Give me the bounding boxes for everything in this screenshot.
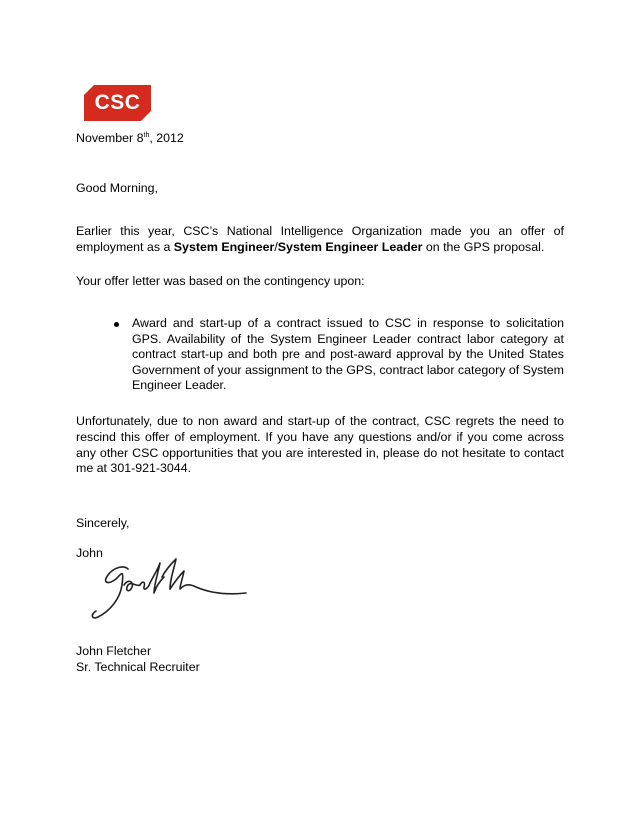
paragraph-offer: [76, 223, 564, 255]
paragraph-rescind: Unfortunately, due to non award and start-up of the contract, CSC regrets the need to rescind this offer of employment. If you have any questions and/or if you come across any other CSC opportunities that you are interested in, please do not hesitate to contact me at 301-921-3044.: [76, 414, 564, 476]
handwritten-signature: [88, 555, 248, 627]
csc-logo: [84, 85, 151, 121]
closing: Sincerely,: [76, 516, 130, 530]
greeting: Good Morning,: [76, 181, 158, 195]
bullet-icon: [114, 322, 119, 327]
para1-slash: /: [274, 240, 278, 254]
para1-bold-role2: System Engineer Leader: [277, 240, 423, 254]
letter-date: [76, 130, 564, 146]
bullet-text: Award and start-up of a contract issued to CSC in response to solicitation GPS. Availability of the System Engineer Leader contract labor category at contract start-up and both pre and post-award approval by the United States Government of your assignment to the GPS, contract labor category of System Engineer Leader.: [132, 316, 564, 392]
list-item: [114, 316, 564, 394]
logo-text: CSC: [94, 91, 141, 114]
signer-title: Sr. Technical Recruiter: [76, 660, 200, 674]
signer-first-name: John: [76, 546, 103, 560]
para1-text-b: on the GPS proposal.: [422, 240, 545, 254]
date-prefix: November 8: [76, 131, 144, 145]
date-ordinal: th: [143, 131, 150, 139]
para1-bold-role1: System Engineer: [173, 240, 275, 254]
contingency-list: [114, 316, 564, 394]
paragraph-contingency: Your offer letter was based on the contingency upon:: [76, 274, 365, 288]
signer-full-name: John Fletcher: [76, 644, 152, 658]
date-suffix: , 2012: [149, 131, 184, 145]
para1-text-a: Earlier this year, CSC’s National Intelligence Organization made you an offer of employment as a: [76, 224, 564, 254]
